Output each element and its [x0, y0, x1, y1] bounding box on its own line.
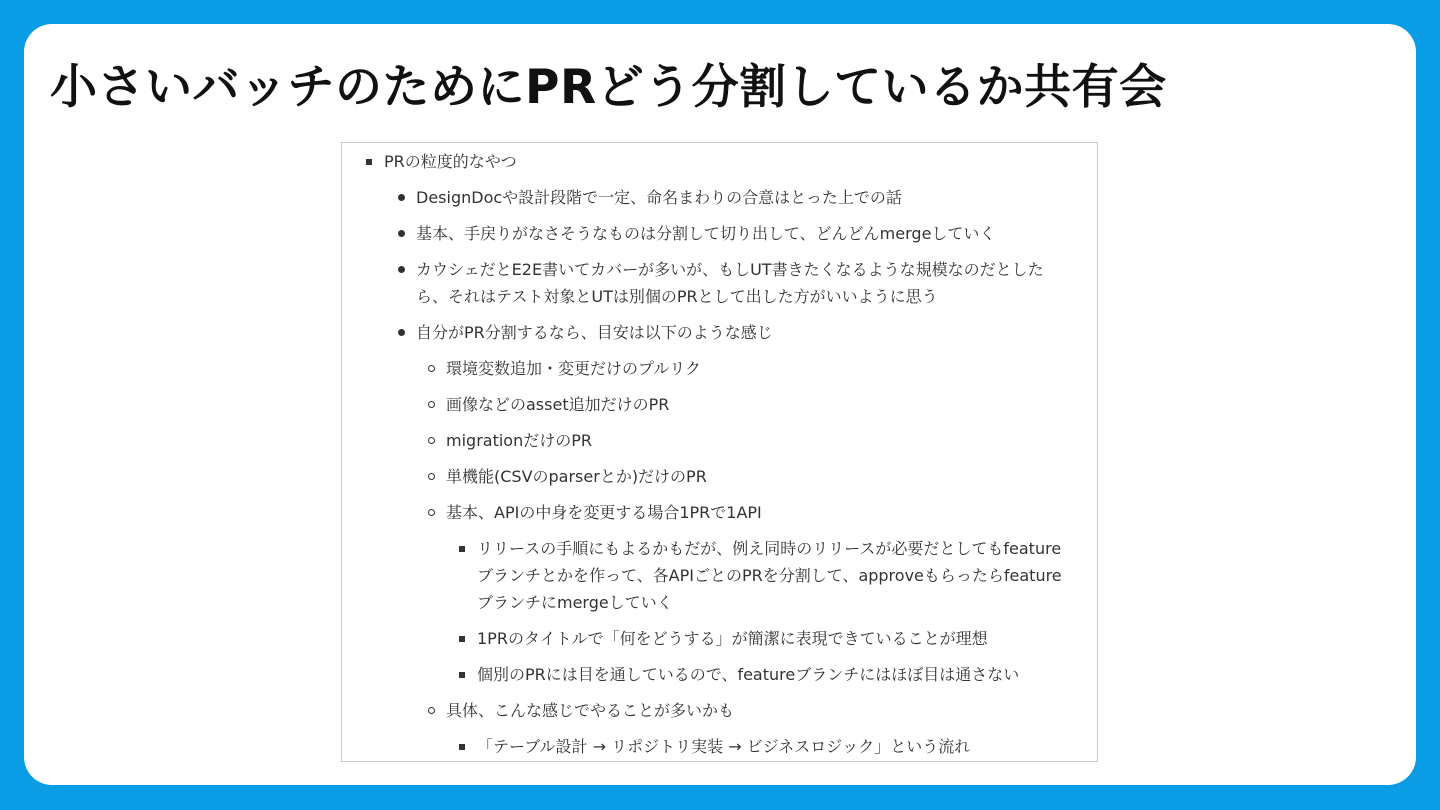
list-item: [342, 355, 1097, 382]
circle-bullet-icon: [424, 355, 438, 382]
list-item: [342, 427, 1097, 454]
notes-list-root: [342, 148, 1097, 760]
square-bullet-icon: [455, 625, 469, 652]
list-item: [342, 391, 1097, 418]
list-item-text: カウシェだとE2E書いてカバーが多いが、もしUT書きたくなるような規模なのだとしたら、それはテスト対象とUTは別個のPRとして出した方がいいように思う: [416, 260, 1044, 306]
list-item-text: DesignDocや設計段階で一定、命名まわりの合意はとった上での話: [416, 188, 902, 207]
list-item-text: 個別のPRには目を通しているので、featureブランチにはほぼ目は通さない: [477, 665, 1020, 684]
notes-list-level2: [342, 184, 1097, 760]
list-item: [342, 733, 1097, 760]
disc-bullet-icon: [394, 184, 408, 211]
list-item: [342, 184, 1097, 211]
list-item: [342, 256, 1097, 310]
square-bullet-icon: [455, 535, 469, 562]
list-item-text: 環境変数追加・変更だけのプルリク: [446, 359, 702, 378]
list-item-text: リリースの手順にもよるかもだが、例え同時のリリースが必要だとしてもfeatureブランチとかを作って、各APIごとのPRを分割して、approveもらったらfeatureブランチにmergeしていく: [477, 539, 1062, 612]
slide-card: [24, 24, 1416, 785]
disc-bullet-icon: [394, 220, 408, 247]
list-item-text: 自分がPR分割するなら、目安は以下のような感じ: [416, 323, 773, 342]
list-item: [342, 535, 1097, 616]
list-item: [342, 319, 1097, 760]
disc-bullet-icon: [394, 256, 408, 283]
list-item: [342, 625, 1097, 652]
list-item-text: PRの粒度的なやつ: [384, 152, 517, 171]
list-item-text: 画像などのasset追加だけのPR: [446, 395, 670, 414]
list-item-text: 単機能(CSVのparserとか)だけのPR: [446, 467, 707, 486]
circle-bullet-icon: [424, 427, 438, 454]
square-bullet-icon: [455, 733, 469, 760]
notes-list-level3: [342, 355, 1097, 760]
square-bullet-icon: [455, 661, 469, 688]
list-item: [342, 220, 1097, 247]
list-item: [342, 661, 1097, 688]
list-item: [342, 499, 1097, 688]
square-bullet-icon: [362, 148, 376, 175]
slide-title: 小さいバッチのためにPRどう分割しているか共有会: [50, 60, 1167, 115]
notes-list-level4: [342, 535, 1097, 688]
list-item: [342, 463, 1097, 490]
list-item-text: migrationだけのPR: [446, 431, 592, 450]
list-item-text: 基本、手戻りがなさそうなものは分割して切り出して、どんどんmergeしていく: [416, 224, 996, 243]
circle-bullet-icon: [424, 697, 438, 724]
circle-bullet-icon: [424, 463, 438, 490]
list-item-text: 具体、こんな感じでやることが多いかも: [446, 701, 735, 720]
list-item-text: 「テーブル設計 → リポジトリ実装 → ビジネスロジック」という流れ: [477, 737, 971, 756]
circle-bullet-icon: [424, 391, 438, 418]
list-item: [342, 697, 1097, 760]
list-item-root: [342, 148, 1097, 760]
notes-list-level4: [342, 733, 1097, 760]
list-item-text: 基本、APIの中身を変更する場合1PRで1API: [446, 503, 762, 522]
list-item-text: 1PRのタイトルで「何をどうする」が簡潔に表現できていることが理想: [477, 629, 988, 648]
circle-bullet-icon: [424, 499, 438, 526]
notes-screenshot: [341, 142, 1098, 762]
disc-bullet-icon: [394, 319, 408, 346]
